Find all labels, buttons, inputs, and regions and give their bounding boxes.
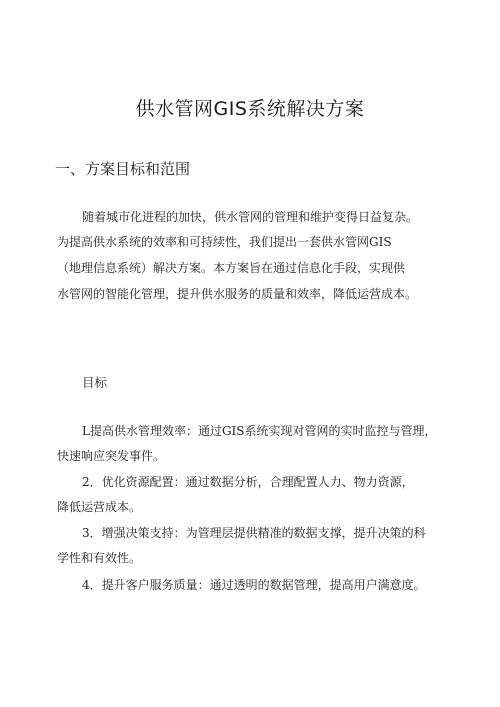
goal-2-line-2: 降低运营成本。 <box>57 500 142 514</box>
goal-3-line-1: 3．增强决策支持：为管理层提供精准的数据支撑，提升决策的科 <box>82 526 426 540</box>
document-title: 供水管网GIS系统解决方案 <box>135 98 365 120</box>
goals-heading: 目标 <box>82 375 108 390</box>
goal-3-line-2: 学性和有效性。 <box>57 551 142 565</box>
goal-1-line-2: 快速响应突发事件。 <box>57 449 166 463</box>
intro-line-2: 为提高供水系统的效率和可持续性，我们提出一套供水管网GIS <box>57 235 392 249</box>
goal-1-line-1: L提高供水管理效率：通过GIS系统实现对管网的实时监控与管理， <box>82 424 437 438</box>
goal-4-line-1: 4．提升客户服务质量：通过透明的数据管理，提高用户满意度。 <box>82 578 426 592</box>
intro-line-4: 水管网的智能化管理，提升供水服务的质量和效率，降低运营成本。 <box>57 287 418 301</box>
goal-2-line-1: 2．优化资源配置：通过数据分析，合理配置人力、物力资源， <box>82 475 414 489</box>
section-heading: 一、方案目标和范围 <box>55 160 191 178</box>
intro-line-3: （地理信息系统）解决方案。本方案旨在通过信息化手段，实现供 <box>57 261 406 275</box>
intro-line-1: 随着城市化进程的加快，供水管网的管理和维护变得日益复杂。 <box>82 210 419 224</box>
